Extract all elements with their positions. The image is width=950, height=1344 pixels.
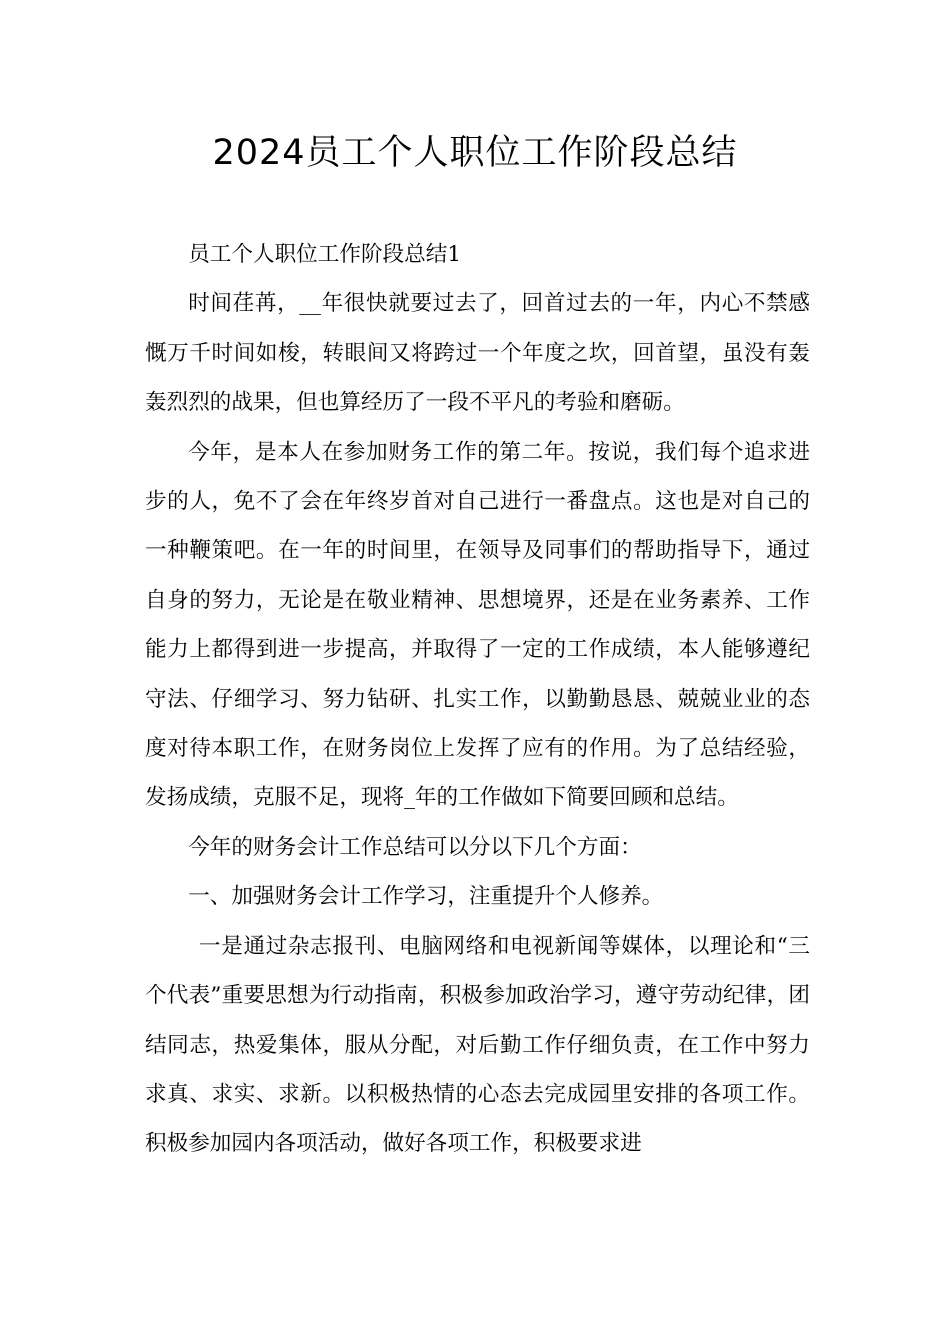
- body-paragraph: 一是通过杂志报刊、电脑网络和电视新闻等媒体，以理论和“三个代表”重要思想为行动指南，积极参加政治学习，遵守劳动纪律，团结同志，热爱集体，服从分配，对后勤工作仔细负责，在工作中努力求真、求实、求新。以积极热情的心态去完成园里安排的各项工作。积极参加园内各项活动，做好各项工作，积极要求进: [145, 933, 810, 1157]
- document-title: 2024员工个人职位工作阶段总结: [212, 133, 738, 173]
- body-paragraph: 今年，是本人在参加财务工作的第二年。按说，我们每个追求进步的人，免不了会在年终岁首对自己进行一番盘点。这也是对自己的一种鞭策吧。在一年的时间里，在领导及同事们的帮助指导下，通过自身的努力，无论是在敬业精神、思想境界，还是在业务素养、工作能力上都得到进一步提高，并取得了一定的工作成绩，本人能够遵纪守法、仔细学习、努力钻研、扎实工作，以勤勤恳恳、兢兢业业的态度对待本职工作，在财务岗位上发挥了应有的作用。为了总结经验，发扬成绩，克服不足，现将_年的工作做如下简要回顾和总结。: [145, 439, 810, 811]
- section-heading: 员工个人职位工作阶段总结1: [188, 242, 462, 267]
- document-body: [145, 230, 810, 1169]
- body-paragraph: 今年的财务会计工作总结可以分以下几个方面：: [188, 834, 642, 860]
- section-subheading: 一、加强财务会计工作学习，注重提升个人修养。: [188, 884, 664, 910]
- body-paragraph: 时间荏苒，__年很快就要过去了，回首过去的一年，内心不禁感慨万千时间如梭，转眼间又将跨过一个年度之坎，回首望，虽没有轰轰烈烈的战果，但也算经历了一段不平凡的考验和磨砺。: [145, 291, 810, 416]
